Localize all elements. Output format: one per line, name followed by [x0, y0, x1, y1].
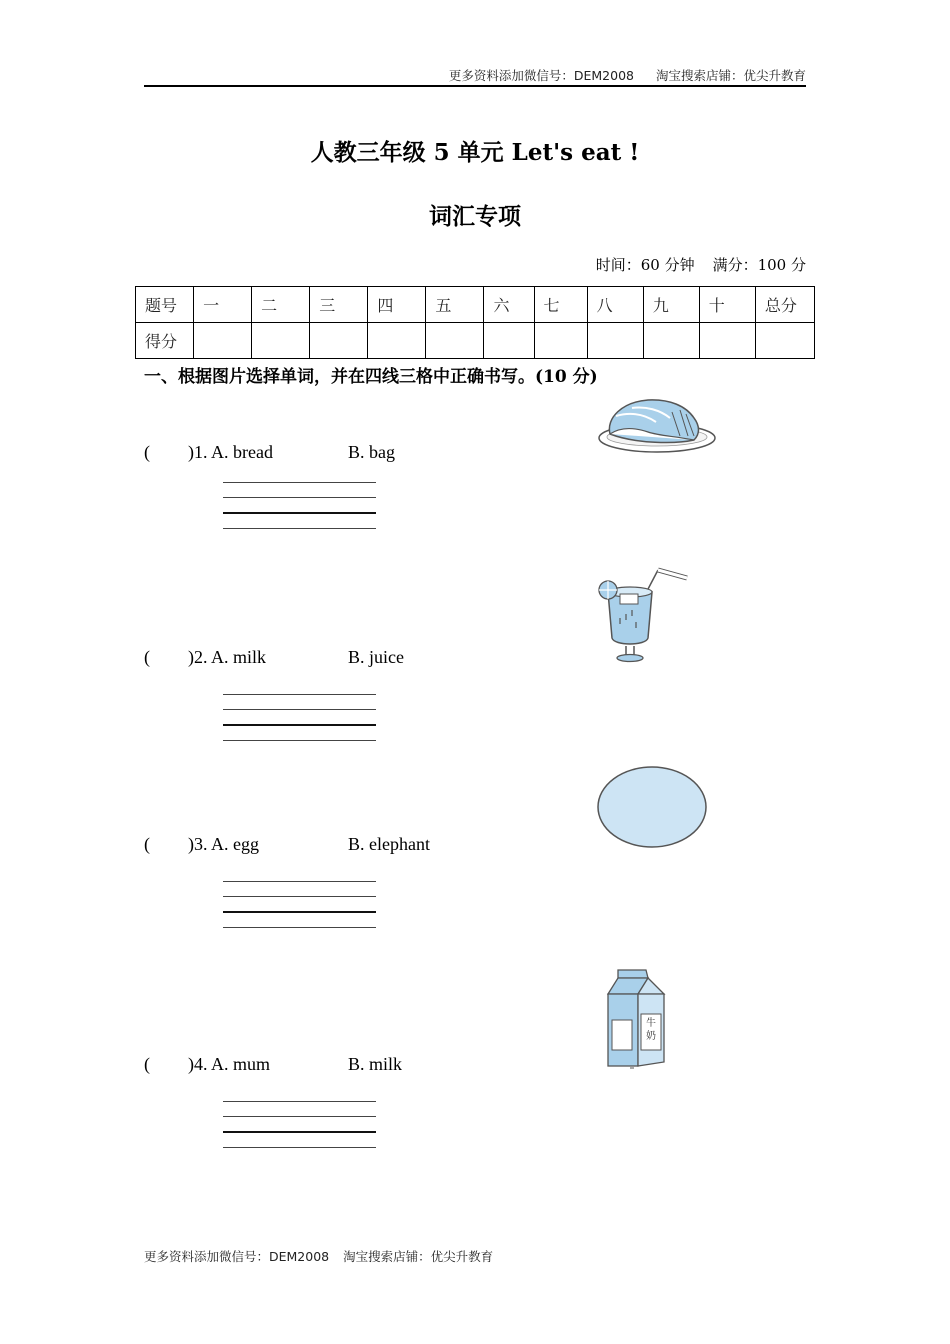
score-table-col: 十 — [699, 287, 755, 323]
answer-paren[interactable]: ( — [144, 442, 150, 462]
page-subtitle: 词汇专项 — [429, 203, 521, 230]
carton-char-1: 牛 — [646, 1018, 656, 1029]
score-cell[interactable] — [368, 323, 426, 359]
score-cell[interactable] — [534, 323, 587, 359]
question-2-option-b: B. juice — [348, 647, 404, 667]
score-table-col: 四 — [368, 287, 426, 323]
question-2 — [144, 647, 544, 671]
score-table-col: 五 — [426, 287, 484, 323]
score-table-col: 三 — [310, 287, 368, 323]
score-table-header-row — [136, 287, 815, 323]
header-wechat-text: 更多资料添加微信号：DEM2008 — [448, 68, 634, 83]
question-3 — [144, 834, 544, 858]
bread-on-plate-image — [596, 396, 718, 458]
answer-paren[interactable]: ( — [144, 1054, 150, 1074]
score-table-col: 八 — [587, 287, 643, 323]
score-table-col: 二 — [252, 287, 310, 323]
milk-carton-image — [600, 966, 672, 1072]
section-1-heading: 一、根据图片选择单词，并在四线三格中正确书写。(10 分) — [144, 367, 598, 387]
score-table-col: 九 — [643, 287, 699, 323]
egg-image — [594, 764, 710, 850]
score-table — [135, 286, 815, 359]
header-divider — [144, 85, 806, 87]
question-3-option-b: B. elephant — [348, 834, 430, 854]
header-shop-text: 淘宝搜索店铺：优尖升教育 — [655, 68, 806, 83]
question-2-option-a: )2. A. milk — [188, 647, 267, 667]
writing-lines-3[interactable] — [223, 881, 376, 929]
score-cell[interactable] — [252, 323, 310, 359]
exam-full-score: 满分：100 分 — [712, 256, 806, 274]
writing-lines-2[interactable] — [223, 694, 376, 742]
question-1-option-a: )1. A. bread — [188, 442, 273, 462]
juice-glass-image — [594, 564, 692, 664]
question-4 — [144, 1054, 544, 1078]
page-footer — [144, 1247, 493, 1265]
score-table-col-total: 总分 — [755, 287, 814, 323]
question-4-option-b: B. milk — [348, 1054, 403, 1074]
page-title: 人教三年级 5 单元 Let's eat ! — [310, 139, 640, 166]
score-cell[interactable] — [699, 323, 755, 359]
score-cell[interactable] — [643, 323, 699, 359]
milk-carton-drawing — [600, 966, 672, 1072]
writing-lines-4[interactable] — [223, 1101, 376, 1149]
carton-char-2: 奶 — [646, 1031, 656, 1042]
score-cell[interactable] — [587, 323, 643, 359]
exam-time: 时间：60 分钟 — [595, 256, 695, 274]
score-cell-total[interactable] — [755, 323, 814, 359]
score-table-score-row — [136, 323, 815, 359]
score-cell[interactable] — [484, 323, 534, 359]
score-table-row1-label: 题号 — [136, 287, 194, 323]
milk-carton-label — [641, 1017, 661, 1043]
page-header — [449, 66, 806, 84]
score-table-col: 一 — [194, 287, 252, 323]
footer-wechat-text: 更多资料添加微信号：DEM2008 — [144, 1249, 330, 1264]
question-1 — [144, 442, 544, 466]
score-cell[interactable] — [426, 323, 484, 359]
answer-paren[interactable]: ( — [144, 834, 150, 854]
score-cell[interactable] — [194, 323, 252, 359]
score-cell[interactable] — [310, 323, 368, 359]
exam-info — [596, 254, 806, 275]
answer-paren[interactable]: ( — [144, 647, 150, 667]
score-table-col: 六 — [484, 287, 534, 323]
question-1-option-b: B. bag — [348, 442, 395, 462]
question-4-option-a: )4. A. mum — [188, 1054, 271, 1074]
writing-lines-1[interactable] — [223, 482, 376, 530]
score-table-col: 七 — [534, 287, 587, 323]
question-3-option-a: )3. A. egg — [188, 834, 259, 854]
score-table-row2-label: 得分 — [136, 323, 194, 359]
footer-shop-text: 淘宝搜索店铺：优尖升教育 — [343, 1249, 494, 1264]
